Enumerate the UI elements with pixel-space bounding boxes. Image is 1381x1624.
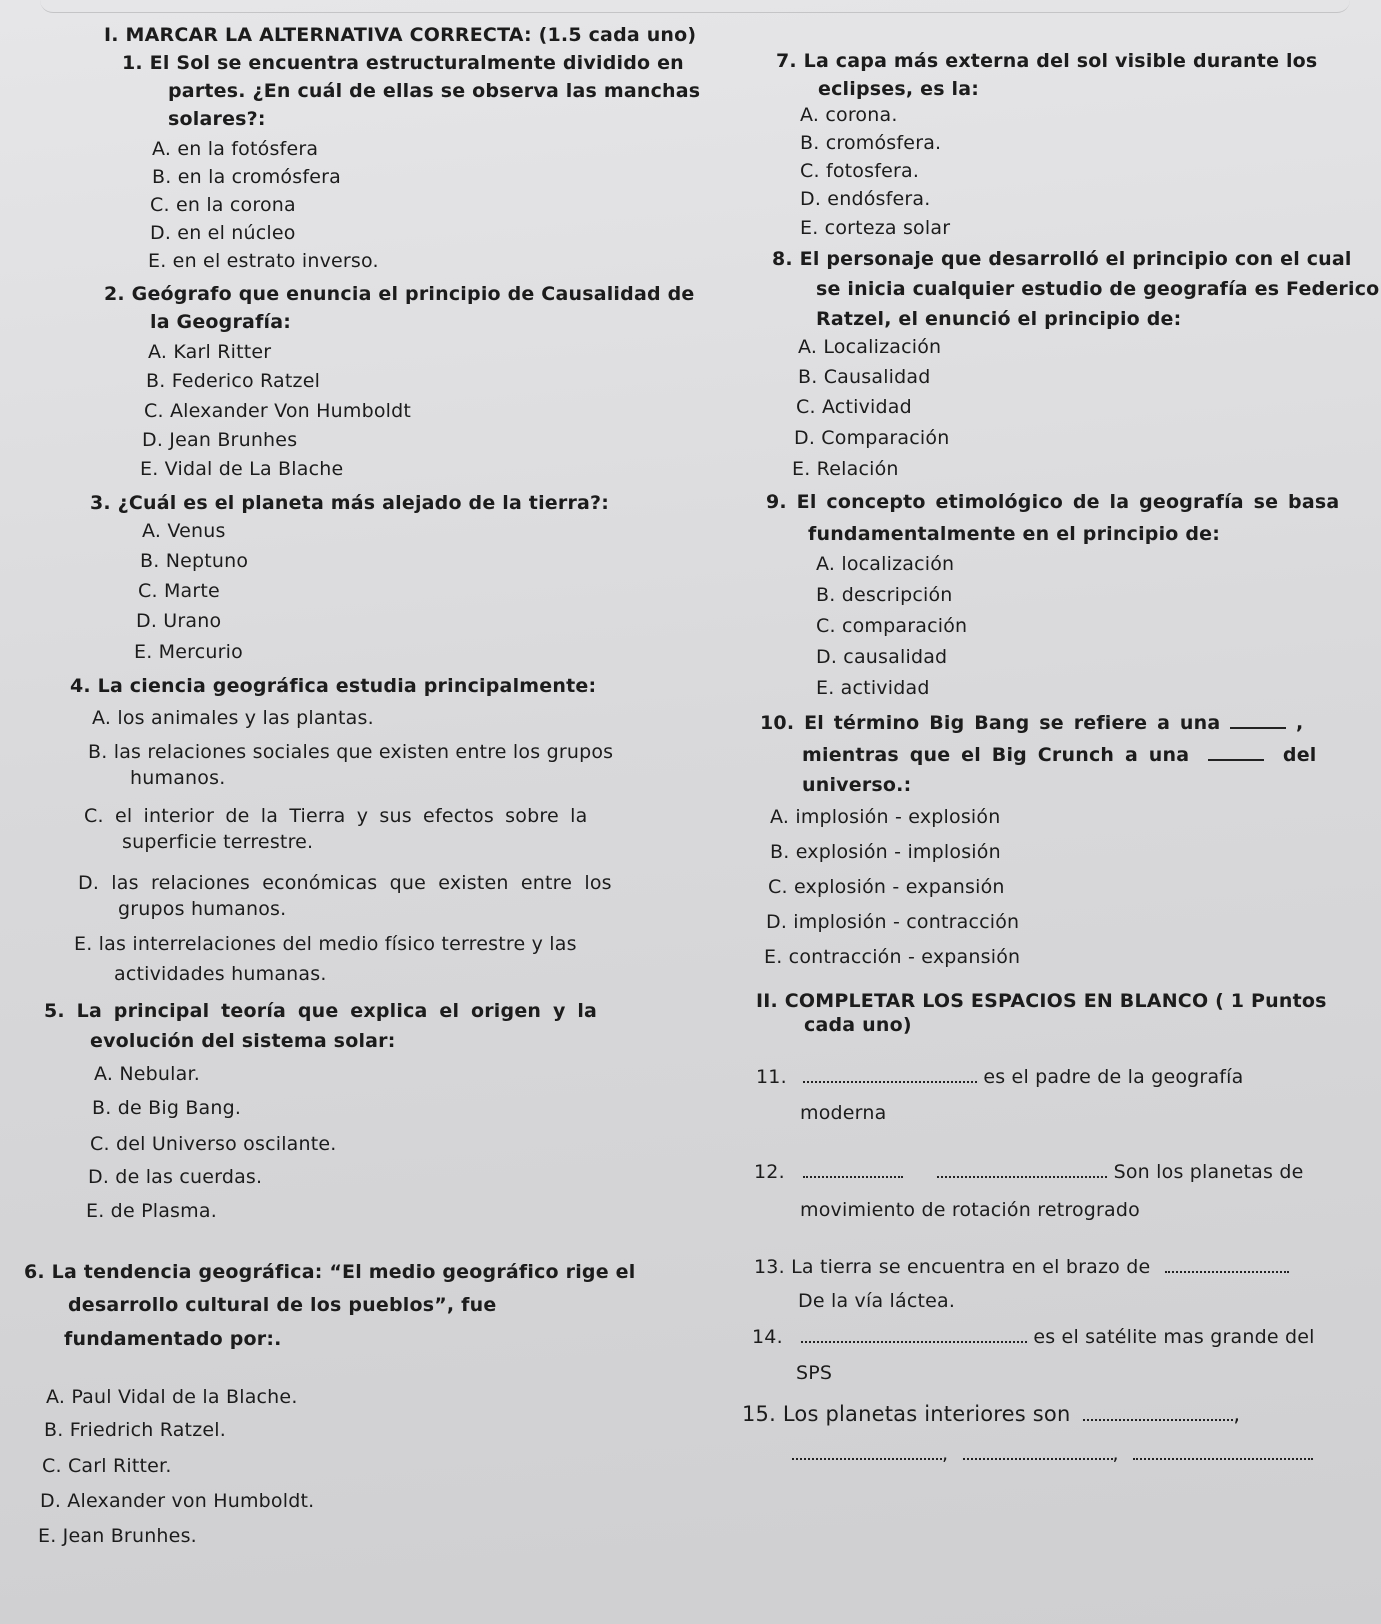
q8-option-c[interactable]: C. Actividad	[796, 396, 912, 418]
item-15-line-1	[742, 1403, 1240, 1426]
item-12-number: 12.	[754, 1161, 785, 1183]
item-15-number: 15.	[742, 1402, 776, 1426]
q4-option-c-line-2: superficie terrestre.	[122, 831, 314, 853]
q10-text-part-1: 10. El término Big Bang se refiere a una	[760, 712, 1221, 734]
item-12-blank-1[interactable]	[803, 1176, 903, 1178]
q10-option-b[interactable]: B. explosión - implosión	[770, 841, 1001, 863]
q10-option-e[interactable]: E. contracción - expansión	[764, 946, 1021, 968]
q4-option-d-line-2: grupos humanos.	[118, 898, 287, 920]
q3-option-c[interactable]: C. Marte	[138, 580, 220, 602]
item-15-blank-4[interactable]	[1133, 1458, 1313, 1460]
q1-option-a[interactable]: A. en la fotósfera	[152, 138, 319, 160]
q6-text-line-3: fundamentado por:.	[64, 1328, 282, 1350]
q1-text-line-3: solares?:	[168, 108, 266, 130]
q3-option-a[interactable]: A. Venus	[142, 520, 226, 542]
item-13-line-2: De la vía láctea.	[798, 1290, 956, 1312]
q2-text-line-1: 2. Geógrafo que enuncia el principio de Causalidad de	[104, 283, 695, 305]
item-15-blank-3[interactable]	[963, 1458, 1113, 1460]
item-12-line-1	[754, 1161, 1303, 1184]
q7-text-line-1: 7. La capa más externa del sol visible durante los	[776, 50, 1318, 72]
q7-option-d[interactable]: D. endósfera.	[800, 188, 931, 210]
q4-option-b-line-2: humanos.	[130, 767, 226, 789]
item-14-line-1	[752, 1326, 1315, 1349]
item-14-blank[interactable]	[801, 1341, 1027, 1343]
q7-option-b[interactable]: B. cromósfera.	[800, 132, 942, 154]
page-top-edge	[40, 0, 1350, 13]
q8-text-line-2: se inicia cualquier estudio de geografía es Federico	[816, 278, 1380, 300]
q4-option-d-line-1[interactable]: D. las relaciones económicas que existen entre los	[78, 872, 612, 894]
q4-option-b-line-1[interactable]: B. las relaciones sociales que existen entre los grupos	[88, 741, 614, 763]
q2-option-b[interactable]: B. Federico Ratzel	[146, 370, 321, 392]
q1-option-d[interactable]: D. en el núcleo	[150, 222, 296, 244]
q10-comma: ,	[1296, 712, 1304, 734]
item-15-separator-3: ,	[1112, 1443, 1119, 1465]
q8-option-d[interactable]: D. Comparación	[794, 427, 950, 449]
q2-option-c[interactable]: C. Alexander Von Humboldt	[144, 400, 412, 422]
item-11-blank[interactable]	[803, 1081, 977, 1083]
item-11-text: es el padre de la geografía	[983, 1066, 1244, 1088]
q10-text-line-1	[760, 712, 1303, 735]
q8-option-a[interactable]: A. Localización	[798, 336, 942, 358]
q6-option-b[interactable]: B. Friedrich Ratzel.	[44, 1419, 226, 1441]
q6-option-c[interactable]: C. Carl Ritter.	[42, 1455, 172, 1477]
q2-text-line-2: la Geografía:	[150, 311, 292, 333]
item-13-text: La tierra se encuentra en el brazo de	[791, 1256, 1151, 1278]
q2-option-e[interactable]: E. Vidal de La Blache	[140, 458, 344, 480]
q3-option-b[interactable]: B. Neptuno	[140, 550, 249, 572]
q7-text-line-2: eclipses, es la:	[818, 78, 980, 100]
q10-blank-2[interactable]	[1208, 759, 1264, 761]
q6-option-e[interactable]: E. Jean Brunhes.	[38, 1525, 197, 1547]
q8-text-line-3: Ratzel, el enunció el principio de:	[816, 308, 1182, 330]
q10-text-part-2: mientras que el Big Crunch a una	[802, 744, 1190, 766]
q8-option-e[interactable]: E. Relación	[792, 458, 899, 480]
q7-option-a[interactable]: A. corona.	[800, 104, 898, 126]
item-15-blank-2[interactable]	[792, 1458, 942, 1460]
q9-option-b[interactable]: B. descripción	[816, 584, 953, 606]
item-14-line-2: SPS	[796, 1362, 833, 1384]
q6-text-line-1: 6. La tendencia geográfica: “El medio geográfico rige el	[24, 1261, 636, 1283]
q10-del: del	[1282, 744, 1317, 766]
section-1-title: I. MARCAR LA ALTERNATIVA CORRECTA: (1.5 cada uno)	[104, 24, 697, 46]
q3-text-line-1: 3. ¿Cuál es el planeta más alejado de la tierra?:	[90, 492, 610, 514]
item-11-line-2: moderna	[800, 1102, 887, 1124]
q9-option-a[interactable]: A. localización	[816, 553, 955, 575]
q10-option-c[interactable]: C. explosión - expansión	[768, 876, 1005, 898]
q5-option-c[interactable]: C. del Universo oscilante.	[90, 1133, 337, 1155]
item-15-text: Los planetas interiores son	[782, 1402, 1071, 1426]
q10-text-line-2	[802, 744, 1317, 767]
item-12-text: Son los planetas de	[1113, 1161, 1304, 1183]
q5-option-b[interactable]: B. de Big Bang.	[92, 1097, 242, 1119]
q9-text-line-2: fundamentalmente en el principio de:	[808, 523, 1221, 545]
section-2-title-line-2: cada uno)	[804, 1014, 912, 1036]
q2-option-a[interactable]: A. Karl Ritter	[148, 341, 272, 363]
item-15-separator-2: ,	[942, 1443, 949, 1465]
q10-text-line-3: universo.:	[802, 774, 912, 796]
q6-text-line-2: desarrollo cultural de los pueblos”, fue	[68, 1294, 497, 1316]
item-12-blank-2[interactable]	[937, 1176, 1107, 1178]
q4-option-e-line-1[interactable]: E. las interrelaciones del medio físico terrestre y las	[74, 933, 577, 955]
item-14-number: 14.	[752, 1326, 783, 1348]
q9-text-line-1: 9. El concepto etimológico de la geografía se basa	[766, 491, 1340, 513]
item-11-number: 11.	[756, 1066, 787, 1088]
q10-option-a[interactable]: A. implosión - explosión	[770, 806, 1001, 828]
item-11-line-1	[756, 1066, 1244, 1089]
q4-option-e-line-2: actividades humanas.	[114, 963, 327, 985]
q5-option-a[interactable]: A. Nebular.	[94, 1063, 200, 1085]
q1-option-b[interactable]: B. en la cromósfera	[152, 166, 341, 188]
q5-text-line-1: 5. La principal teoría que explica el origen y la	[44, 1000, 598, 1022]
q5-text-line-2: evolución del sistema solar:	[90, 1030, 396, 1052]
q5-option-e[interactable]: E. de Plasma.	[86, 1200, 217, 1222]
q2-option-d[interactable]: D. Jean Brunhes	[142, 429, 298, 451]
item-12-line-2: movimiento de rotación retrogrado	[800, 1199, 1140, 1221]
q8-option-b[interactable]: B. Causalidad	[798, 366, 931, 388]
item-15-blank-1[interactable]	[1083, 1419, 1233, 1421]
item-13-line-1	[754, 1256, 1289, 1279]
item-14-text: es el satélite mas grande del	[1033, 1326, 1315, 1348]
q7-option-c[interactable]: C. fotosfera.	[800, 160, 920, 182]
item-15-line-2	[792, 1443, 1313, 1466]
q5-option-d[interactable]: D. de las cuerdas.	[88, 1166, 263, 1188]
q6-option-a[interactable]: A. Paul Vidal de la Blache.	[46, 1386, 298, 1408]
q1-text-line-1: 1. El Sol se encuentra estructuralmente dividido en	[122, 52, 684, 74]
q10-option-d[interactable]: D. implosión - contracción	[766, 911, 1020, 933]
q4-option-a[interactable]: A. los animales y las plantas.	[92, 707, 374, 729]
q10-blank-1[interactable]	[1230, 727, 1286, 729]
q9-option-c[interactable]: C. comparación	[816, 615, 968, 637]
q4-option-c-line-1[interactable]: C. el interior de la Tierra y sus efectos sobre la	[84, 805, 588, 827]
q9-option-d[interactable]: D. causalidad	[816, 646, 948, 668]
q4-text-line-1: 4. La ciencia geográfica estudia principalmente:	[70, 675, 597, 697]
item-13-blank[interactable]	[1165, 1271, 1289, 1273]
q1-option-e[interactable]: E. en el estrato inverso.	[148, 250, 379, 272]
q9-option-e[interactable]: E. actividad	[816, 677, 930, 699]
q8-text-line-1: 8. El personaje que desarrolló el principio con el cual	[772, 248, 1352, 270]
item-15-separator-1: ,	[1233, 1402, 1241, 1426]
q1-option-c[interactable]: C. en la corona	[150, 194, 296, 216]
q3-option-e[interactable]: E. Mercurio	[134, 641, 243, 663]
section-2-title-line-1: II. COMPLETAR LOS ESPACIOS EN BLANCO ( 1 Puntos	[756, 990, 1327, 1012]
q1-text-line-2: partes. ¿En cuál de ellas se observa las manchas	[168, 80, 701, 102]
q7-option-e[interactable]: E. corteza solar	[800, 217, 951, 239]
item-13-number: 13.	[754, 1256, 785, 1278]
q6-option-d[interactable]: D. Alexander von Humboldt.	[40, 1490, 315, 1512]
q3-option-d[interactable]: D. Urano	[136, 610, 222, 632]
